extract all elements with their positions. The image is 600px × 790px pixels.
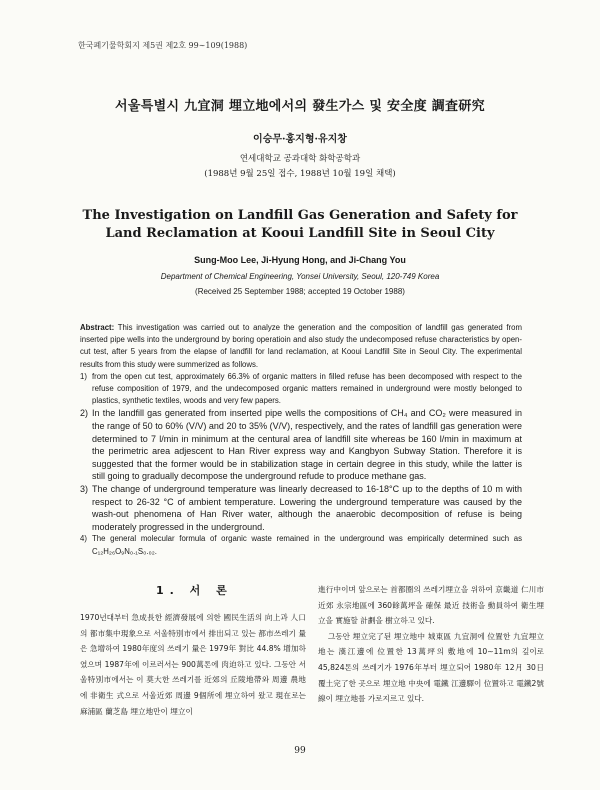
abstract-item-number: 1)	[80, 371, 87, 381]
english-received: (Received 25 September 1988; accepted 19 October 1988)	[195, 287, 405, 296]
abstract-intro-text: This investigation was carried out to analyze the generation and the composition of landfill gas generated from inserted pipe wells into the underground by boring operatioin and also study the undecomposed refuse characteristics by open-cut test, after 5 years from the elapse of landfill for land reclamation, at Kooui Landfill Site in Seoul City. The experimental results from this study were summerized as follows.	[80, 323, 522, 369]
right-column	[318, 582, 544, 707]
section-heading-introduction: 1. 서 론	[156, 584, 233, 597]
abstract-item-1	[80, 371, 522, 408]
abstract-item-text: The change of underground temperature was linearly decreased to 16-18°C up to the depths of 10 m with respect to 26-32 °C of ambient temperature. Lowering the underground temperature was caused by the wash-out phenomena of Han River water, although the anaerobic decomposition of refuse is being moderately progressed in the underground.	[92, 483, 522, 532]
abstract-item-number: 3)	[80, 483, 89, 494]
korean-affiliation: 연세대학교 공과대학 화학공학과	[239, 154, 361, 164]
abstract-intro	[80, 322, 522, 371]
abstract-item-2	[80, 407, 522, 483]
abstract-item-number: 4)	[80, 534, 87, 544]
abstract-item-3	[80, 483, 522, 533]
abstract-label: Abstract:	[80, 323, 115, 332]
english-title-line2: Land Reclamation at Kooui Landfill Site in Seoul City	[105, 226, 495, 241]
journal-header: 한국폐기물학회지 제5권 제2호 99∼109(1988)	[78, 41, 248, 50]
abstract-item-number: 2)	[80, 408, 89, 419]
abstract-item-4	[80, 533, 522, 557]
page-number: 99	[294, 746, 306, 756]
korean-title: 서울특별시 九宜洞 埋立地에서의 發生가스 및 安全度 調査研究	[115, 99, 485, 114]
english-title	[0, 207, 600, 243]
english-affiliation: Department of Chemical Engineering, Yonsei University, Seoul, 120-749 Korea	[160, 272, 440, 281]
abstract	[80, 322, 522, 558]
left-column	[80, 610, 306, 719]
abstract-item-text: The general molecular formula of organic waste remained in the underground was empirically determined such as C₁₂H₂₆O₉N₀.₁S₀.₀₂.	[92, 534, 522, 556]
korean-authors: 이승무·홍지형·유지창	[253, 134, 347, 145]
left-column-paragraph: 1970년대부터 急成長한 經濟發展에 의한 國民生活의 向上과 人口의 都市集中現象으로 서울特別市에서 排出되고 있는 都市쓰레기 量은 急增하여 1980年度의 쓰레기 量은 1979年 對比 44.8% 增加하였으며 1987年에 이르러서는 900萬톤에 肉迫하고 있다. 그동안 서울特別市에서는 이 莫大한 쓰레기를 近郊의 丘陵地帶와 周邊 農地에 非衛生 式으로 서울近郊 周邊 9個所에 埋立하여 왔고 現在로는 麻浦區 蘭芝島 埋立地만이 埋立이	[80, 613, 306, 716]
right-column-paragraph-1: 進行中이며 앞으로는 首都圈의 쓰레기埋立을 위하여 京畿道 仁川市 近郊 永宗地區에 360餘萬坪을 確保 最近 技術을 動員하여 衛生埋立을 實施할 計劃을 樹立하고 있다.	[318, 585, 544, 626]
korean-dates: (1988년 9월 25일 접수, 1988년 10월 19일 채택)	[204, 169, 396, 179]
right-column-paragraph-2: 그동안 埋立完了된 埋立地中 城東區 九宜洞에 位置한 九宜埋立地는 漢江邊에 位置한 13萬坪의 敷地에 10∼11m의 깊이로 45,824톤의 쓰레기가 1976年부터 埋立되어 1980年 12月 30日 覆土完了한 곳으로 埋立地 中央에 電鐵 江邊驛이 位置하고 電鐵2號線이 埋立地를 가로지르고 있다.	[318, 631, 544, 704]
english-title-line1: The Investigation on Landfill Gas Generation and Safety for	[82, 208, 518, 223]
abstract-item-text: In the landfill gas generated from inserted pipe wells the compositions of CH₄ and CO₂ were measured in the range of 50 to 60% (V/V) and 20 to 35% (V/V), respectively, and the rates of landfill gas generation were determined to 7 l/min in minimum at the centural area of landfill site whereas be 160 l/min in maximum at the perimetric area adjescent to Han River express way and Kangbyon Subway Station. Therefore it is suggested that the former would be in stabilization stage in certain degree in this study, while the latter is still going to gradually decompose the underground refude to produce methane gas.	[92, 408, 522, 482]
english-authors: Sung-Moo Lee, Ji-Hyung Hong, and Ji-Chang You	[194, 255, 406, 265]
abstract-item-text: from the open cut test, approximately 66.3% of organic matters in filled refuse has been decomposed with respect to the refuse composition of 1979, and the undecomposed organic matters remained in underground were mostly belonged to plastics, synthetic textiles, woods and very few papers.	[92, 371, 522, 406]
